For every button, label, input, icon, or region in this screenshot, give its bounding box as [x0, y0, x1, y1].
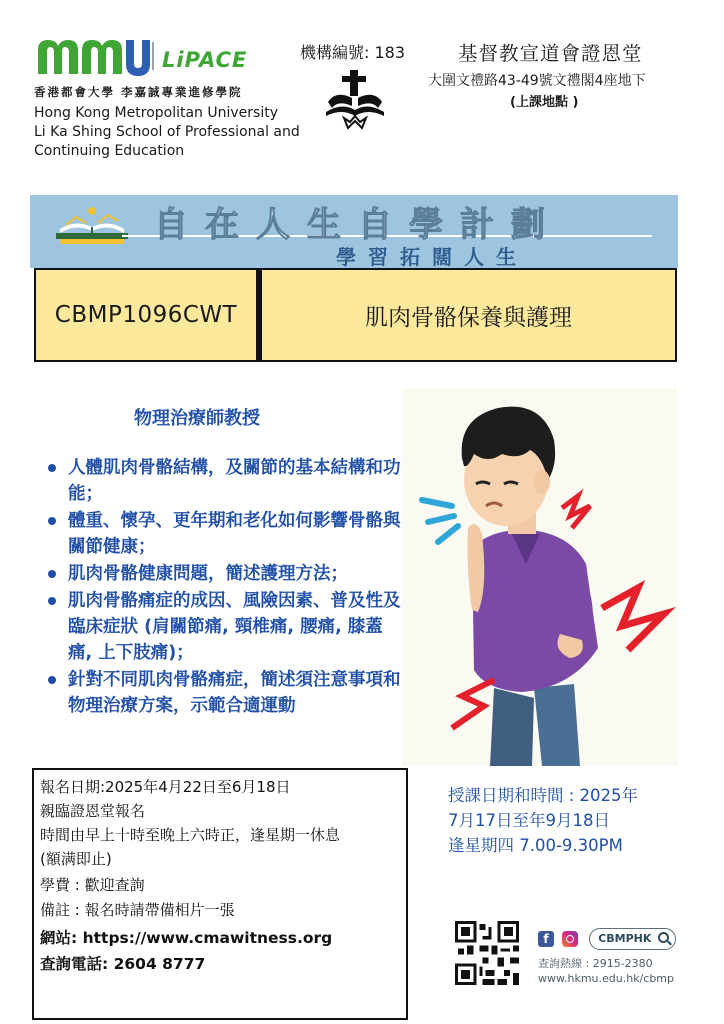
bullet-icon	[48, 570, 56, 578]
course-info-box	[34, 268, 677, 362]
instagram-icon[interactable]	[562, 931, 578, 947]
university-name-line: Continuing Education	[34, 143, 185, 159]
bullet-icon	[48, 597, 56, 605]
instructor-label: 物理治療師教授	[134, 408, 260, 429]
brand-name: LiPACE	[162, 48, 248, 72]
banner-title: 自在人生自學計劃	[154, 205, 562, 245]
search-icon	[658, 932, 669, 943]
bullet-icon	[48, 464, 56, 472]
church-cross-icon	[322, 68, 388, 130]
registration-quota: (額满即止)	[40, 850, 112, 868]
social-search-box[interactable]	[589, 928, 676, 950]
topic-text: 肌肉骨骼痛症的成因、風險因素、普及性及臨床症狀 (肩關節痛, 頸椎痛, 腰痛, 膝蓋痛, 上下肢痛)；	[68, 591, 401, 663]
illustration-panel	[402, 388, 678, 766]
open-book-icon	[50, 203, 134, 251]
qr-code-icon[interactable]	[455, 921, 519, 985]
registration-method: 親臨證恩堂報名	[40, 802, 146, 820]
list-item	[44, 667, 404, 719]
list-item	[44, 588, 404, 666]
registration-box	[32, 768, 408, 1020]
venue-label: (上課地點 )	[510, 95, 579, 110]
registration-hours: 時間由早上十時至晚上六時正，逢星期一休息	[40, 826, 341, 844]
university-name-line: Li Ka Shing School of Professional and	[34, 124, 300, 140]
bullet-icon	[48, 517, 56, 525]
social-links	[538, 928, 676, 950]
church-name: 基督教宣道會證恩堂	[458, 42, 643, 65]
enquiry-phone: 查詢電話: 2604 8777	[40, 955, 206, 973]
church-website-link[interactable]: 網站: https://www.cmawitness.org	[40, 929, 333, 947]
university-name-en	[34, 104, 334, 161]
university-name-line: Hong Kong Metropolitan University	[34, 105, 279, 121]
topic-text: 體重、懷孕、更年期和老化如何影響骨骼與關節健康；	[68, 511, 401, 557]
bullet-icon	[48, 676, 56, 684]
institution-number: 機構編號: 183	[300, 43, 406, 62]
church-address: 大圍文禮路43-49號文禮閣4座地下	[428, 73, 646, 89]
list-item	[44, 455, 404, 507]
hkmu-logo-icon	[34, 34, 150, 78]
schedule-line: 授課日期和時間 : 2025年	[448, 786, 639, 805]
topic-list	[44, 455, 404, 720]
course-title: 肌肉骨骼保養與護理	[365, 304, 572, 331]
social-handle: CBMPHK	[598, 932, 652, 945]
program-banner	[30, 195, 678, 268]
registration-fee: 學費 : 歡迎查詢	[40, 876, 145, 894]
schedule-line: 逢星期四 7.00-9.30PM	[448, 836, 623, 855]
banner-subtitle: 學習拓闊人生	[336, 245, 528, 268]
hotline-text: 查詢熱線 : 2915-2380	[538, 957, 653, 970]
topic-text: 針對不同肌肉骨骼痛症，簡述須注意事項和物理治療方案，示範合適運動	[68, 670, 401, 716]
registration-period: 報名日期:2025年4月22日至6月18日	[40, 778, 291, 796]
logo-separator	[152, 42, 154, 70]
person-in-pain-illustration	[402, 388, 678, 766]
topic-text: 人體肌肉骨骼結構，及關節的基本結構和功能；	[68, 458, 401, 504]
list-item	[44, 561, 404, 587]
list-item	[44, 508, 404, 560]
topic-text: 肌肉骨骼健康問題，簡述護理方法；	[68, 564, 348, 584]
facebook-icon[interactable]: f	[538, 931, 554, 947]
registration-remark: 備註 : 報名時請帶備相片一張	[40, 901, 235, 919]
university-name-zh: 香港都會大學 李嘉誠專業進修學院	[34, 85, 243, 99]
class-schedule	[448, 783, 688, 858]
schedule-line: 7月17日至年9月18日	[448, 811, 610, 830]
hkmu-website-link[interactable]: www.hkmu.edu.hk/cbmp	[538, 972, 674, 985]
course-code: CBMP1096CWT	[54, 302, 238, 328]
